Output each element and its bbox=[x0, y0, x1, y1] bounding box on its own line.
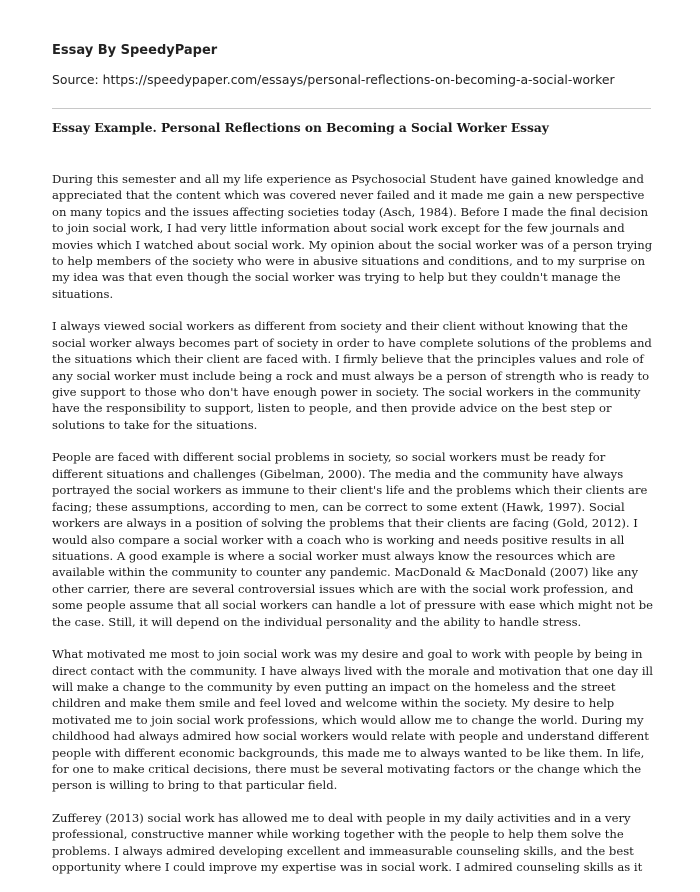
header-divider bbox=[52, 108, 651, 109]
paragraph-5: Zufferey (2013) social work has allowed me to deal with people in my daily activities and in a very professional, constructive manner while working together with the people to help them solve the problems. I always admired developing excellent and immeasurable counseling skills, and the best opportunity where I could improve my expertise was in social work. I admired counseling skills as it bbox=[52, 810, 643, 875]
essay-body bbox=[52, 171, 658, 892]
paragraph-4: What motivated me most to join social work was my desire and goal to work with people by being in direct contact with the community. I have always lived with the morale and motivation that one day ill will make a change to the community by even putting an impact on the homeless and the street children and make them smile and feel loved and welcome within the society. My desire to help motivated me to join social work professions, which would allow me to change the world. During my childhood had always admired how social workers would relate with people and understand different people with different economic backgrounds, this made me to always wanted to be like them. In life, for one to make critical decisions, there must be several motivating factors or the change which the person is willing to bring to that particular field. bbox=[52, 647, 653, 793]
essay-title: Essay Example. Personal Reflections on Becoming a Social Worker Essay bbox=[52, 121, 549, 135]
paragraph-3: People are faced with different social problems in society, so social workers must be ready for different situations and challenges (Gibelman, 2000). The media and the community have always portrayed the social workers as immune to their client's life and the problems which their clients are facing; these assumptions, according to men, can be correct to some extent (Hawk, 1997). Social workers are always in a position of solving the problems that their clients are facing (Gold, 2012). I would also compare a social worker with a coach who is working and needs positive results in all situations. A good example is where a social worker must always know the resources which are available within the community to counter any pandemic. MacDonald & MacDonald (2007) like any other carrier, there are several controversial issues which are with the social work profession, and some people assume that all social workers can handle a lot of pressure with ease which might not be the case. Still, it will depend on the individual personality and the ability to handle stress. bbox=[52, 450, 653, 629]
source-line: Source: https://speedypaper.com/essays/personal-reflections-on-becoming-a-social-worker bbox=[52, 72, 615, 87]
paragraph-2: I always viewed social workers as different from society and their client without knowing that the social worker always becomes part of society in order to have complete solutions of the problems and the situations which their client are faced with. I firmly believe that the principles values and role of any social worker must include being a rock and must always be a person of strength who is ready to give support to those who don't have enough power in society. The social workers in the community have the responsibility to support, listen to people, and then provide advice on the best step or solutions to take for the situations. bbox=[52, 319, 652, 432]
paragraph-1: During this semester and all my life experience as Psychosocial Student have gained knowledge and appreciated that the content which was covered never failed and it made me gain a new perspective on many topics and the issues affecting societies today (Asch, 1984). Before I made the final decision to join social work, I had very little information about social work except for the few journals and movies which I watched about social work. My opinion about the social worker was of a person trying to help members of the society who were in abusive situations and conditions, and to my surprise on my idea was that even though the social worker was trying to help but they couldn't manage the situations. bbox=[52, 172, 653, 301]
publisher-title: Essay By SpeedyPaper bbox=[52, 43, 218, 58]
